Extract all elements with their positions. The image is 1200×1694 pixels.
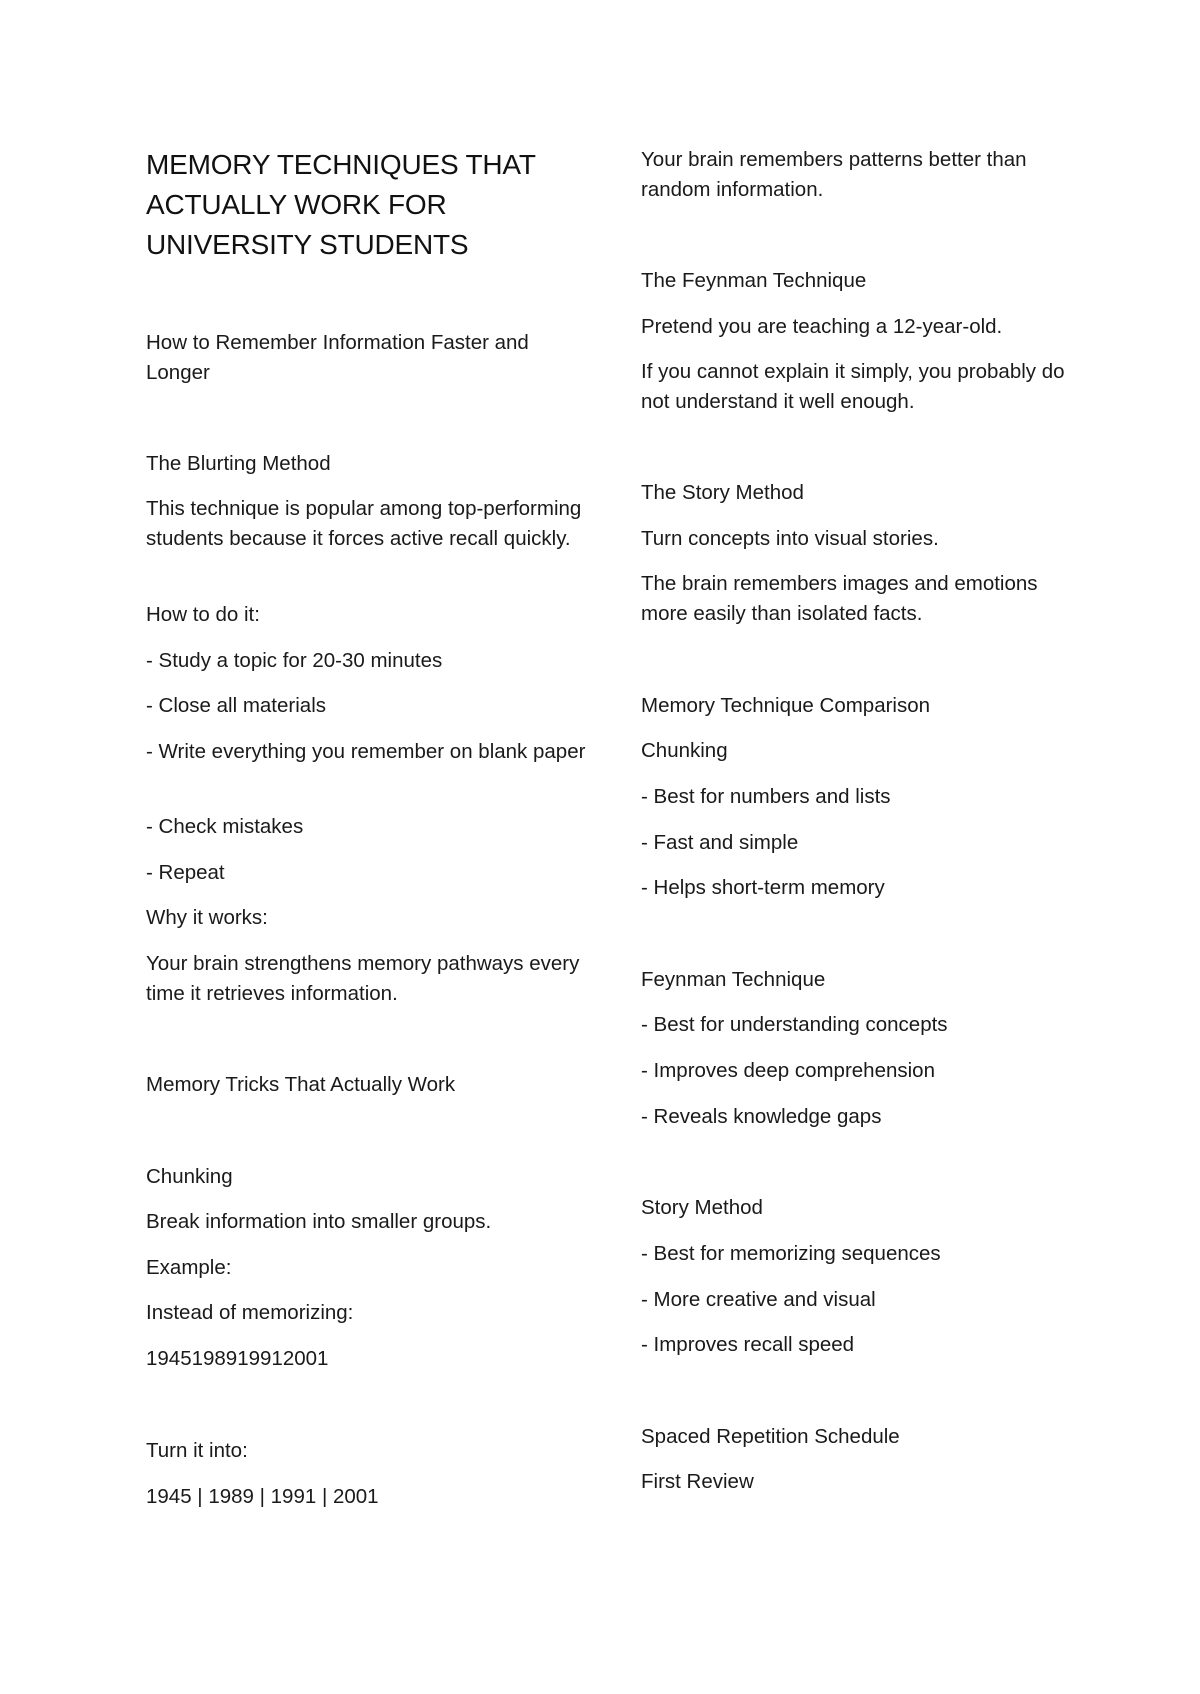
left-column [146, 0, 586, 1694]
spaced-heading: Spaced Repetition Schedule [641, 1425, 900, 1448]
comparison-heading: Memory Technique Comparison [641, 694, 931, 717]
first-review: First Review [641, 1470, 754, 1493]
story-line: Turn concepts into visual stories. [641, 527, 939, 550]
raw-number: 1945198919912001 [146, 1347, 329, 1370]
chunking-point: - Best for numbers and lists [641, 785, 891, 808]
story-line: The brain remembers images and emotions more easily than isolated facts. [641, 572, 1038, 625]
step-item: - Repeat [146, 861, 225, 884]
blurting-intro: This technique is popular among top-performing students because it forces active recall quickly. [146, 497, 582, 550]
turn-label: Turn it into: [146, 1439, 248, 1462]
tricks-heading: Memory Tricks That Actually Work [146, 1073, 456, 1096]
example-label: Example: [146, 1256, 232, 1279]
story-heading: The Story Method [641, 481, 804, 504]
story-point: - Improves recall speed [641, 1333, 855, 1356]
chunking-text: Break information into smaller groups. [146, 1210, 492, 1233]
feynman-line: If you cannot explain it simply, you probably do not understand it well enough. [641, 360, 1065, 413]
document-title: MEMORY TECHNIQUES THAT ACTUALLY WORK FOR UNIVERSITY STUDENTS [146, 149, 536, 260]
story-point: - Best for memorizing sequences [641, 1242, 941, 1265]
document-subtitle: How to Remember Information Faster and Longer [146, 331, 529, 384]
chunking-point: - Helps short-term memory [641, 876, 885, 899]
right-column [641, 0, 1081, 1694]
chunking-label: Chunking [641, 739, 728, 762]
how-label: How to do it: [146, 603, 260, 626]
story-point: - More creative and visual [641, 1288, 876, 1311]
step-item: - Close all materials [146, 694, 326, 717]
instead-label: Instead of memorizing: [146, 1301, 354, 1324]
chunked-number: 1945 | 1989 | 1991 | 2001 [146, 1485, 379, 1508]
feynman-heading: The Feynman Technique [641, 269, 867, 292]
feynman-point: - Improves deep comprehension [641, 1059, 935, 1082]
chunking-heading: Chunking [146, 1165, 233, 1188]
feynman-point: - Best for understanding concepts [641, 1013, 948, 1036]
why-label: Why it works: [146, 906, 268, 929]
feynman-point: - Reveals knowledge gaps [641, 1105, 882, 1128]
chunking-point: - Fast and simple [641, 831, 799, 854]
why-text: Your brain strengthens memory pathways every time it retrieves information. [146, 952, 580, 1005]
step-item: - Write everything you remember on blank paper [146, 740, 586, 763]
feynman-line: Pretend you are teaching a 12-year-old. [641, 315, 1003, 338]
patterns-text: Your brain remembers patterns better than random information. [641, 148, 1027, 201]
blurting-heading: The Blurting Method [146, 452, 331, 475]
feynman-label: Feynman Technique [641, 968, 826, 991]
step-item: - Check mistakes [146, 815, 304, 838]
story-label: Story Method [641, 1196, 763, 1219]
step-item: - Study a topic for 20-30 minutes [146, 649, 443, 672]
